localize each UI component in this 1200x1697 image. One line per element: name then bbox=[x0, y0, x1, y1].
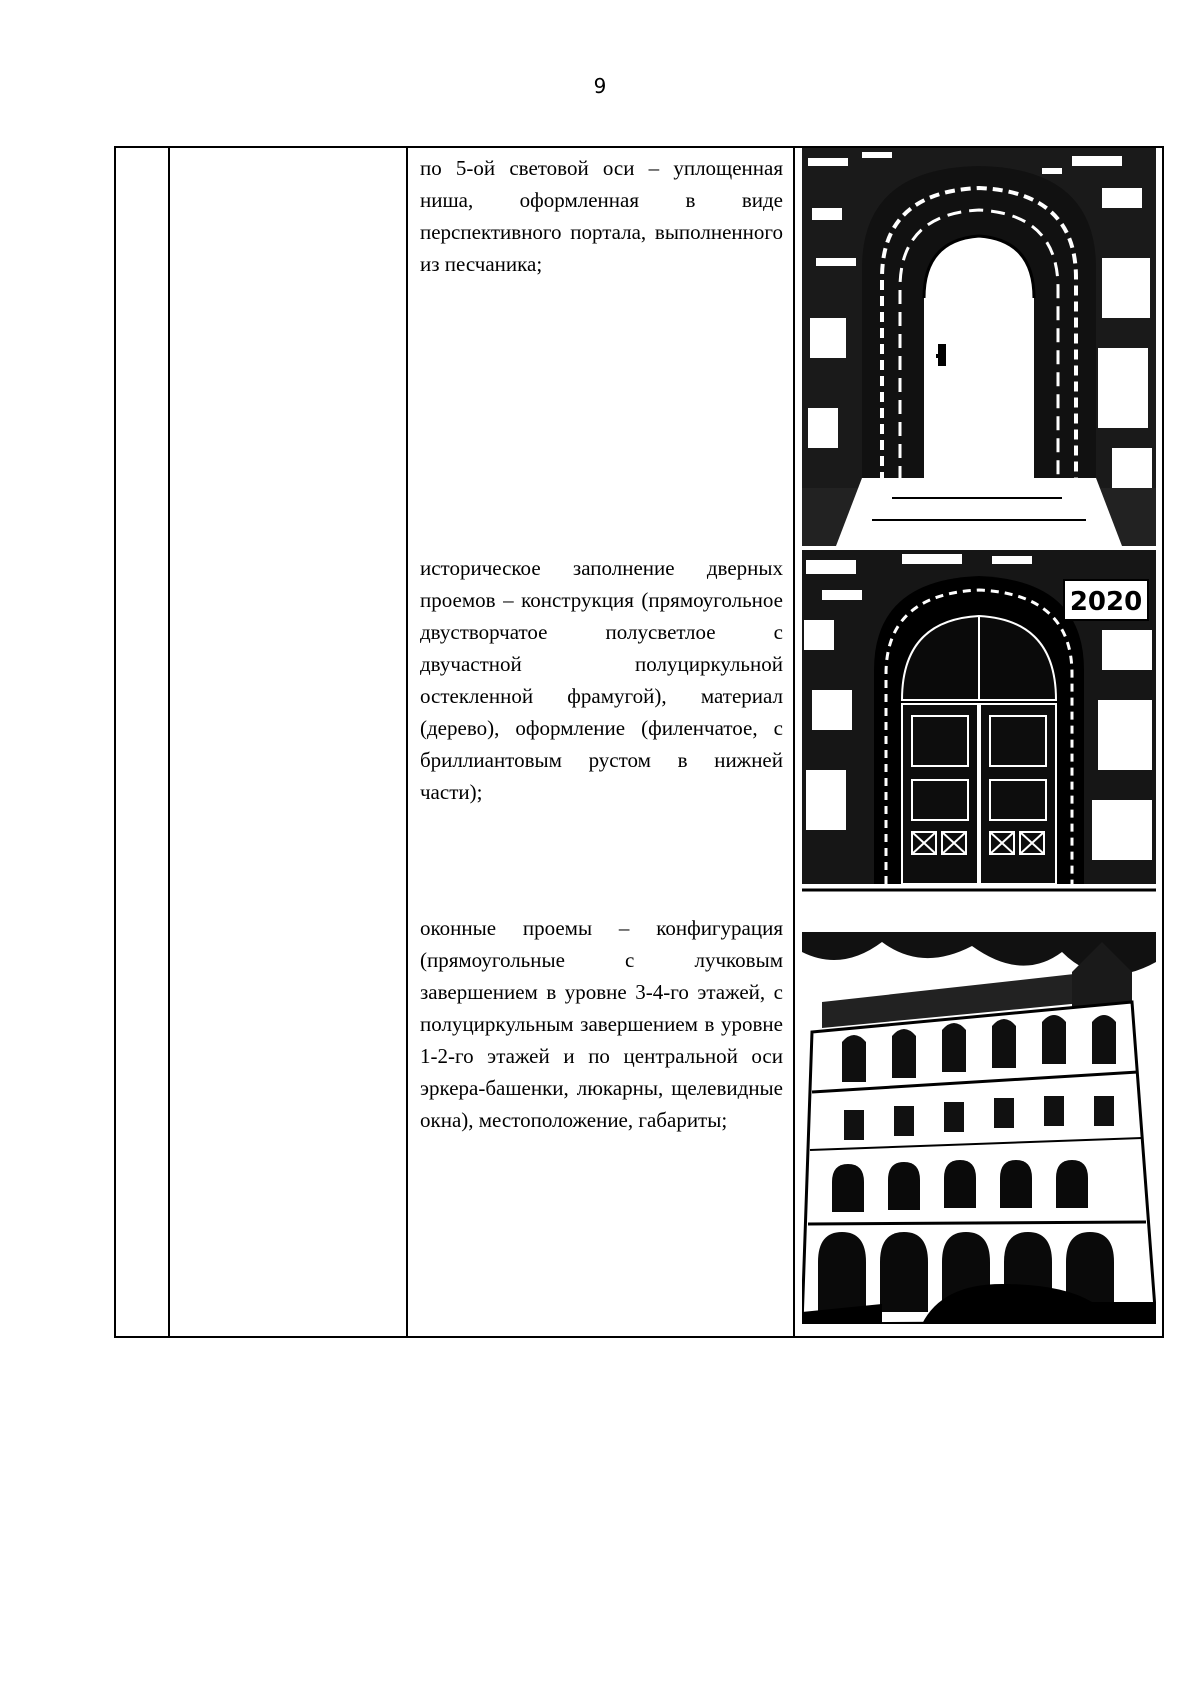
monument-elements-table bbox=[114, 146, 1164, 1338]
cell-object bbox=[169, 147, 407, 1337]
table-row bbox=[115, 147, 1163, 1337]
description-door-filling: историческое заполнение дверных проемов – конструкция (прямоугольное двустворчатое полусветлое с двучастной полуциркульной остекленной фрамугой), материал (дерево), оформление (филенчатое, с бриллиантовым рустом в нижней части); bbox=[420, 556, 783, 804]
photo-year-sign: 2020 bbox=[1069, 587, 1142, 617]
description-window-openings: оконные проемы – конфигурация (прямоугольные с лучковым завершением в уровне 3-4-го этажей, с полуциркульным завершением в уровне 1-2-го этажей и по центральной оси эркера-башенки, люкарны, щелевидные окна), местоположение, габариты; bbox=[420, 916, 783, 1132]
photo-arched-niche-portal bbox=[802, 148, 1156, 546]
description-portal-niche: по 5-ой световой оси – уплощенная ниша, оформленная в виде перспективного портала, выполненного из песчаника; bbox=[420, 156, 783, 276]
page-number: 9 bbox=[593, 74, 607, 98]
cell-photos bbox=[794, 147, 1163, 1337]
photo-building-facade bbox=[802, 932, 1156, 1324]
photo-double-door-arched bbox=[802, 550, 1156, 912]
cell-description bbox=[407, 147, 794, 1337]
cell-number bbox=[115, 147, 169, 1337]
